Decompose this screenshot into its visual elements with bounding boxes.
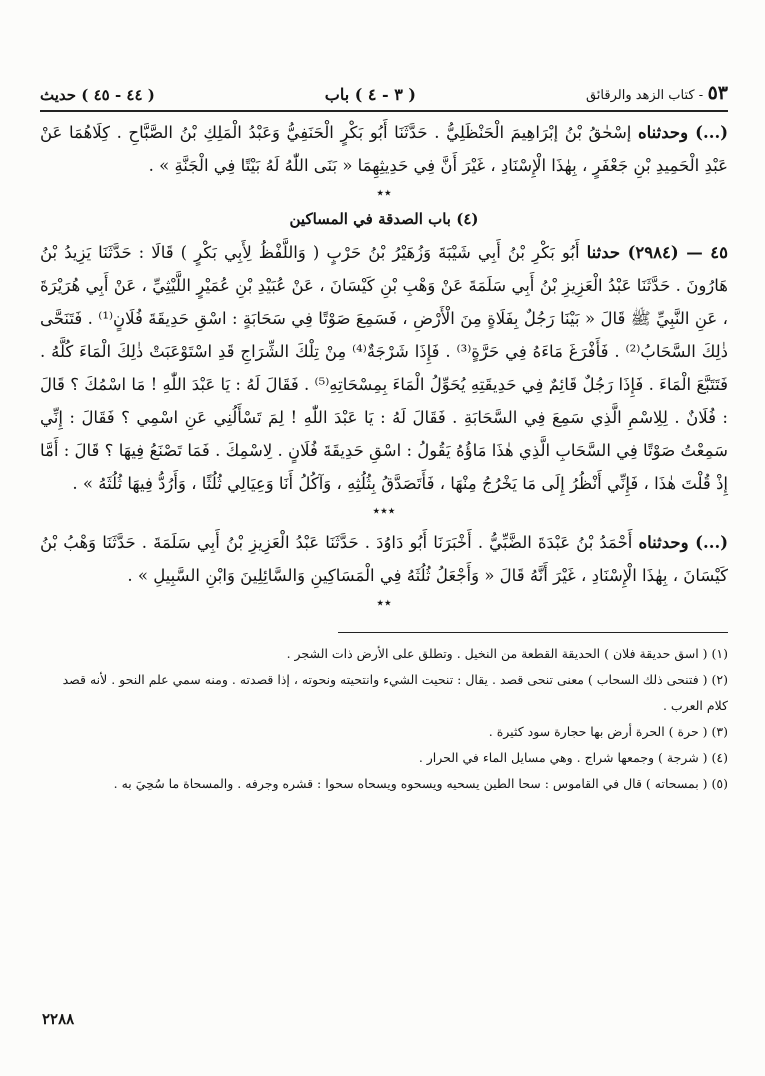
para-lead: (...) وحدثناه bbox=[638, 533, 728, 552]
para-lead: (...) وحدثناه bbox=[637, 123, 729, 142]
hadith-lead: ٤٥ — (٢٩٨٤) حدثنا bbox=[586, 243, 728, 262]
header-hadith-range: ( ٤٤ - ٤٥ ) حديث bbox=[40, 86, 155, 104]
header-book-title: - كتاب الزهد والرقائق bbox=[585, 88, 704, 103]
header-bab: ( ٣ - ٤ ) باب bbox=[324, 85, 416, 104]
footnote-3: (٣) ( حرة ) الحرة أرض بها حجارة سود كثيرة . bbox=[488, 724, 728, 739]
section-stars: ٭٭٭ bbox=[372, 503, 396, 519]
footnote-5: (٥) ( بمسحاته ) قال في القاموس : سحا الطين يسحيه ويسحوه ويسحاه سحوا : قشره وجرفه . والمسحاة ما سُحِيَ به . bbox=[113, 776, 728, 791]
para-text: إسْحٰقُ بْنُ إبْرَاهِيمَ الْحَنْظَلِيُّ . حَدَّثَنَا أَبُو بَكْرٍ الْحَنَفِيُّ وَعَبْدُ الْمَلِكِ بْنُ الصَّبَّاحِ . كِلَاهُمَا عَنْ عَبْدِ الْحَمِيدِ بْنِ جَعْفَرٍ ، بِهٰذَا الْإِسْنَادِ ، غَيْرَ أَنَّ فِي حَدِيثِهِمَا « بَنَى اللّٰهُ لَهُ بَيْتًا فِي الْجَنَّةِ » . bbox=[40, 123, 728, 175]
header-right bbox=[586, 82, 728, 104]
page bbox=[40, 72, 728, 797]
footnote-2: (٢) ( فتنحى ذلك السحاب ) معنى تنحى قصد . يقال : تنحيت الشيء وانتحيته ونحوته ، إذا قصدته . ومنه سمي علم النحو . لأنه قصد كلام العرب . bbox=[62, 672, 728, 713]
header-rule bbox=[40, 110, 728, 112]
running-header bbox=[40, 72, 728, 104]
paragraph-isnad-2 bbox=[40, 526, 728, 592]
hadith-45 bbox=[40, 236, 728, 500]
chapter-title: (٤) باب الصدقة في المساكين bbox=[289, 210, 479, 228]
footnote-rule bbox=[338, 632, 728, 633]
hadith-text: أَبُو بَكْرِ بْنُ أَبِي شَيْبَةَ وَزُهَيْرُ بْنُ حَرْبٍ ( وَاللَّفْظُ لِأَبِي بَكْرٍ ) قَالَا : حَدَّثَنَا يَزِيدُ بْنُ هَارُونَ . حَدَّثَنَا عَبْدُ الْعَزِيزِ بْنُ أَبِي سَلَمَةَ عَنْ وَهْبِ بْنِ كَيْسَانَ ، عَنْ عُبَيْدِ بْنِ عُمَيْرٍ اللَّيْثِيِّ ، عَنْ أَبِي هُرَيْرَةَ ، عَنِ النَّبِيِّ ﷺ قَالَ « بَيْنَا رَجُلٌ بِفَلَاةٍ مِنَ الْأَرْضِ ، فَسَمِعَ صَوْتًا فِي سَحَابَةٍ : اسْقِ حَدِيقَةَ فُلَانٍ⁽¹⁾ . فَتَنَحَّى ذٰلِكَ السَّحَابُ⁽²⁾ . فَأَفْرَغَ مَاءَهُ فِي حَرَّةٍ⁽³⁾ . فَإِذَا شَرْجَةٌ⁽⁴⁾ مِنْ تِلْكَ الشِّرَاجِ قَدِ اسْتَوْعَبَتْ ذٰلِكَ الْمَاءَ كُلَّهُ . فَتَتَبَّعَ الْمَاءَ . فَإِذَا رَجُلٌ قَائِمٌ فِي حَدِيقَتِهِ يُحَوِّلُ الْمَاءَ بِمِسْحَاتِهِ⁽⁵⁾ . فَقَالَ لَهُ : يَا عَبْدَ اللّٰهِ ! مَا اسْمُكَ ؟ قَالَ : فُلَانٌ . لِلِاسْمِ الَّذِي سَمِعَ فِي السَّحَابَةِ . فَقَالَ لَهُ : يَا عَبْدَ اللّٰهِ ! لِمَ تَسْأَلُنِي عَنِ اسْمِي ؟ فَقَالَ : إِنِّي سَمِعْتُ صَوْتًا فِي السَّحَابِ الَّذِي هٰذَا مَاؤُهُ يَقُولُ : اسْقِ حَدِيقَةَ فُلَانٍ . لِاسْمِكَ . فَمَا تَصْنَعُ فِيهَا ؟ قَالَ : أَمَّا إِذْ قُلْتَ هٰذَا ، فَإِنِّي أَنْظُرُ إِلَى مَا يَخْرُجُ مِنْهَا ، فَأَتَصَدَّقُ بِثُلُثِهِ ، وَآكُلُ أَنَا وَعِيَالِي ثُلُثًا ، وَأَرُدُّ فِيهَا ثُلُثَهُ » . bbox=[40, 243, 729, 493]
para-text: أَحْمَدُ بْنُ عَبْدَةَ الضَّبِّيُّ . أَخْبَرَنَا أَبُو دَاوُدَ . حَدَّثَنَا عَبْدُ الْعَزِيزِ بْنُ أَبِي سَلَمَةَ . حَدَّثَنَا وَهْبُ بْنُ كَيْسَانَ ، بِهٰذَا الْإِسْنَادِ ، غَيْرَ أَنَّهُ قَالَ « وَأَجْعَلُ ثُلُثَهُ فِي الْمَسَاكِينِ وَالسَّائِلِينَ وَابْنِ السَّبِيلِ » . bbox=[40, 533, 728, 585]
footnote-4: (٤) ( شرجة ) وجمعها شراج . وهي مسايل الماء في الحرار . bbox=[418, 750, 728, 765]
section-stars: ٭٭ bbox=[376, 185, 392, 201]
header-page-number: ٥٣ bbox=[707, 82, 728, 104]
paragraph-isnad-1 bbox=[40, 116, 728, 182]
footnote-1: (١) ( اسق حديقة فلان ) الحديقة القطعة من النخيل . وتطلق على الأرض ذات الشجر . bbox=[286, 646, 728, 661]
page-footer-number: ٢٢٨٨ bbox=[42, 1010, 75, 1028]
section-stars: ٭٭ bbox=[376, 595, 392, 611]
